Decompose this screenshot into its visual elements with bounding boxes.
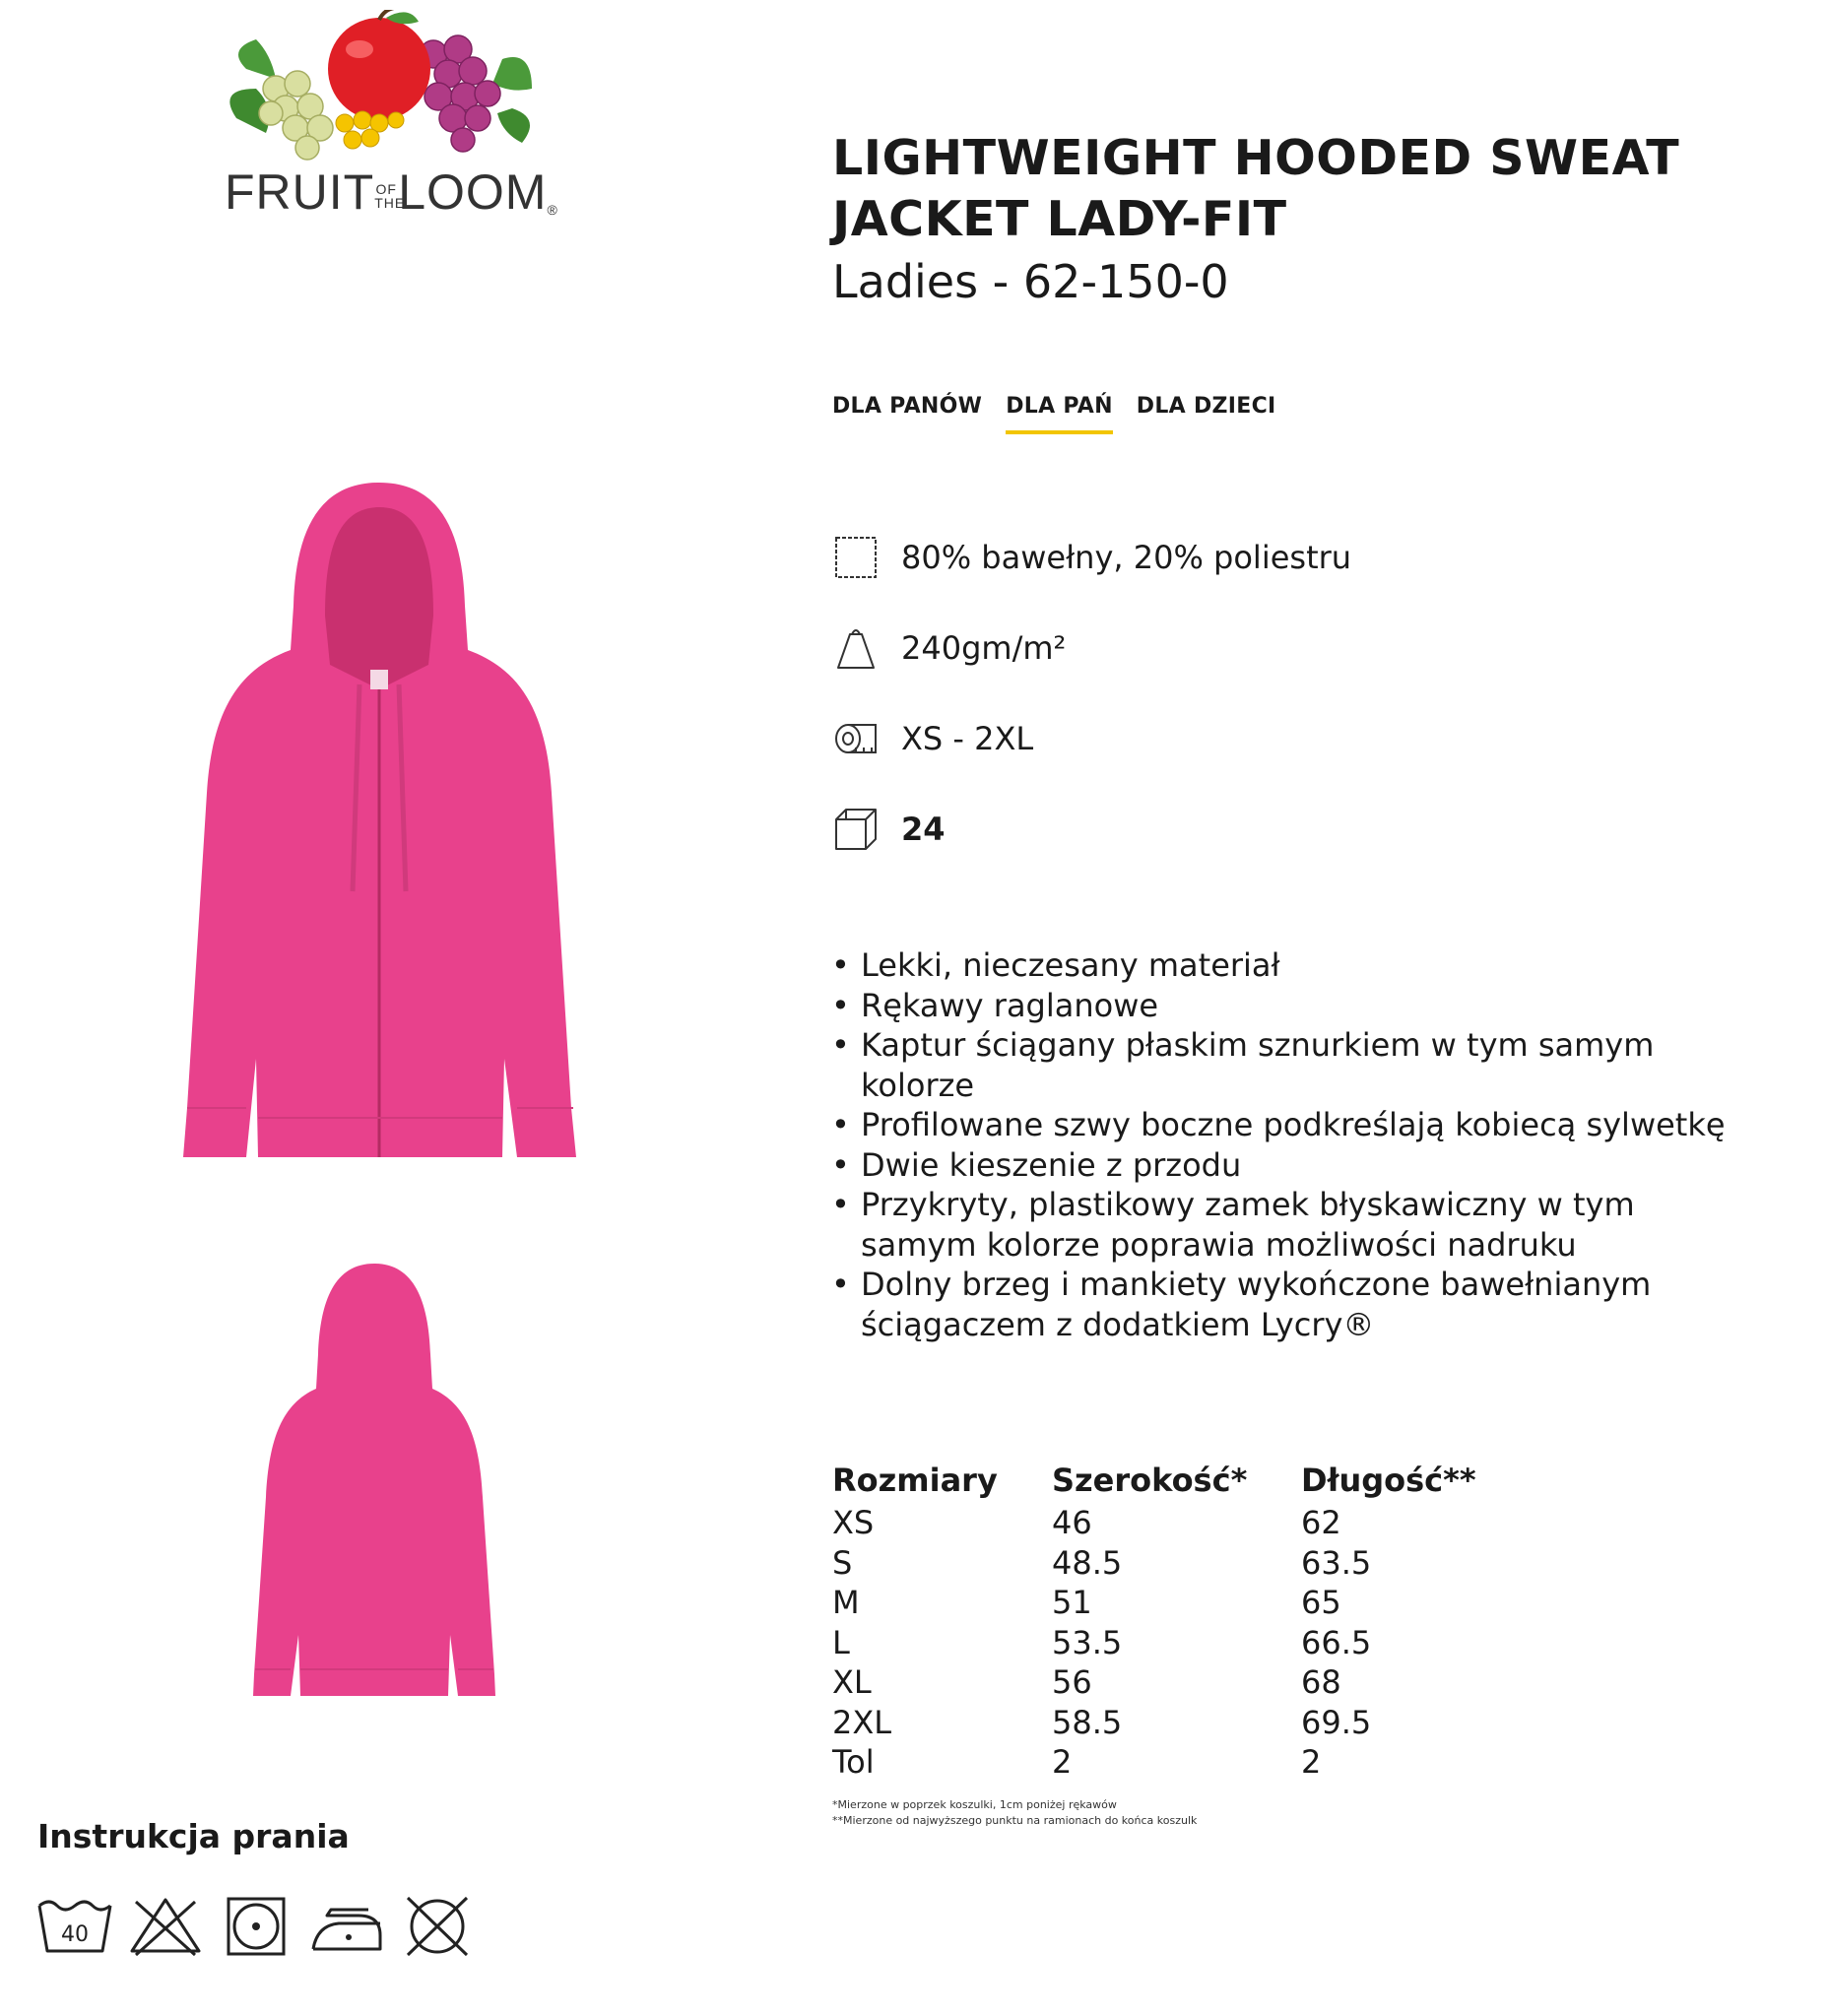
cell-size: Tol — [832, 1743, 875, 1782]
fruit-cluster-icon — [217, 10, 552, 167]
spec-pack — [832, 800, 946, 859]
iron-icon — [309, 1896, 384, 1957]
spec-fabric-text: 80% bawełny, 20% poliestru — [901, 539, 1352, 576]
cell-length: 65 — [1301, 1584, 1341, 1622]
cell-width: 48.5 — [1052, 1543, 1123, 1582]
cell-size: L — [832, 1623, 850, 1661]
spec-weight — [832, 618, 1066, 678]
list-item: • Kaptur ściągany płaskim sznurkiem w tym samym kolorze — [827, 1025, 1743, 1105]
cell-length: 66.5 — [1301, 1623, 1372, 1661]
hoodie-front-image — [177, 478, 581, 1162]
spec-weight-text: 240gm/m² — [901, 629, 1067, 667]
wash-icons — [37, 1896, 475, 1957]
cell-size: XS — [832, 1504, 875, 1542]
list-item: • Rękawy raglanowe — [827, 986, 1743, 1026]
brand-name-part2: LOOM — [398, 164, 548, 220]
size-table — [832, 1458, 1498, 1783]
list-item: • Dwie kieszenie z przodu — [827, 1145, 1743, 1186]
wash-instructions-title: Instrukcja prania — [37, 1817, 350, 1855]
fabric-icon — [832, 534, 880, 581]
cell-width: 46 — [1052, 1504, 1092, 1542]
wash-40-icon — [37, 1896, 112, 1957]
registered-mark: ® — [547, 202, 558, 218]
wash-temp-label: 40 — [61, 1922, 89, 1947]
footnote-width: *Mierzone w poprzek koszulki, 1cm poniżej rękawów — [832, 1798, 1117, 1811]
list-item: • Lekki, nieczesany materiał — [827, 945, 1743, 986]
cell-size: M — [832, 1584, 860, 1622]
table-row — [832, 1703, 1498, 1743]
cell-length: 2 — [1301, 1743, 1322, 1782]
list-item: • Dolny brzeg i mankiety wykończone bawełnianym ściągaczem z dodatkiem Lycry® — [827, 1265, 1743, 1344]
spec-pack-text: 24 — [901, 811, 946, 848]
tab-dla-pan[interactable]: DLA PAŃ — [1006, 394, 1113, 434]
list-item: • Przykryty, plastikowy zamek błyskawiczny w tym samym kolorze poprawia możliwości nadruku — [827, 1185, 1743, 1265]
spec-sizes — [832, 709, 1033, 768]
cell-width: 2 — [1052, 1743, 1073, 1782]
table-row — [832, 1503, 1498, 1543]
tumble-dry-icon — [219, 1896, 294, 1957]
tab-dla-panow[interactable]: DLA PANÓW — [832, 394, 983, 419]
spec-sizes-text: XS - 2XL — [901, 720, 1034, 757]
no-bleach-icon — [128, 1896, 203, 1957]
brand-logo — [217, 10, 558, 231]
cell-length: 69.5 — [1301, 1703, 1372, 1741]
category-tabs — [832, 394, 1276, 434]
header-length: Długość** — [1301, 1462, 1476, 1499]
cell-length: 63.5 — [1301, 1543, 1372, 1582]
feature-list — [827, 945, 1743, 1344]
header-sizes: Rozmiary — [832, 1462, 998, 1499]
cell-width: 51 — [1052, 1584, 1092, 1622]
list-item: • Profilowane szwy boczne podkreślają kobiecą sylwetkę — [827, 1105, 1743, 1145]
table-header-row — [832, 1458, 1498, 1503]
brand-name-part1: FRUIT — [225, 164, 375, 220]
hoodie-back-image — [251, 1261, 497, 1699]
tab-dla-dzieci[interactable]: DLA DZIECI — [1136, 394, 1276, 419]
box-icon — [832, 806, 880, 853]
cell-width: 58.5 — [1052, 1703, 1123, 1741]
table-row — [832, 1583, 1498, 1623]
cell-width: 56 — [1052, 1663, 1092, 1702]
table-row — [832, 1543, 1498, 1584]
spec-fabric — [832, 528, 1351, 587]
product-subtitle: Ladies - 62-150-0 — [832, 255, 1229, 308]
brand-of: OF — [375, 180, 397, 197]
size-tape-icon — [832, 715, 880, 762]
cell-length: 62 — [1301, 1504, 1341, 1542]
header-width: Szerokość* — [1052, 1462, 1248, 1499]
weight-icon — [832, 624, 880, 672]
cell-size: 2XL — [832, 1703, 892, 1741]
table-row — [832, 1623, 1498, 1663]
cell-size: XL — [832, 1663, 872, 1702]
product-title: LIGHTWEIGHT HOODED SWEAT JACKET LADY-FIT — [832, 130, 1680, 247]
cell-length: 68 — [1301, 1663, 1341, 1702]
table-row — [832, 1742, 1498, 1783]
cell-width: 53.5 — [1052, 1623, 1123, 1661]
brand-wordmark — [225, 164, 559, 220]
brand-the: THE — [374, 194, 406, 211]
table-row — [832, 1662, 1498, 1703]
cell-size: S — [832, 1543, 853, 1582]
no-dry-clean-icon — [400, 1896, 475, 1957]
footnote-length: **Mierzone od najwyższego punktu na ramionach do końca koszulk — [832, 1814, 1198, 1827]
